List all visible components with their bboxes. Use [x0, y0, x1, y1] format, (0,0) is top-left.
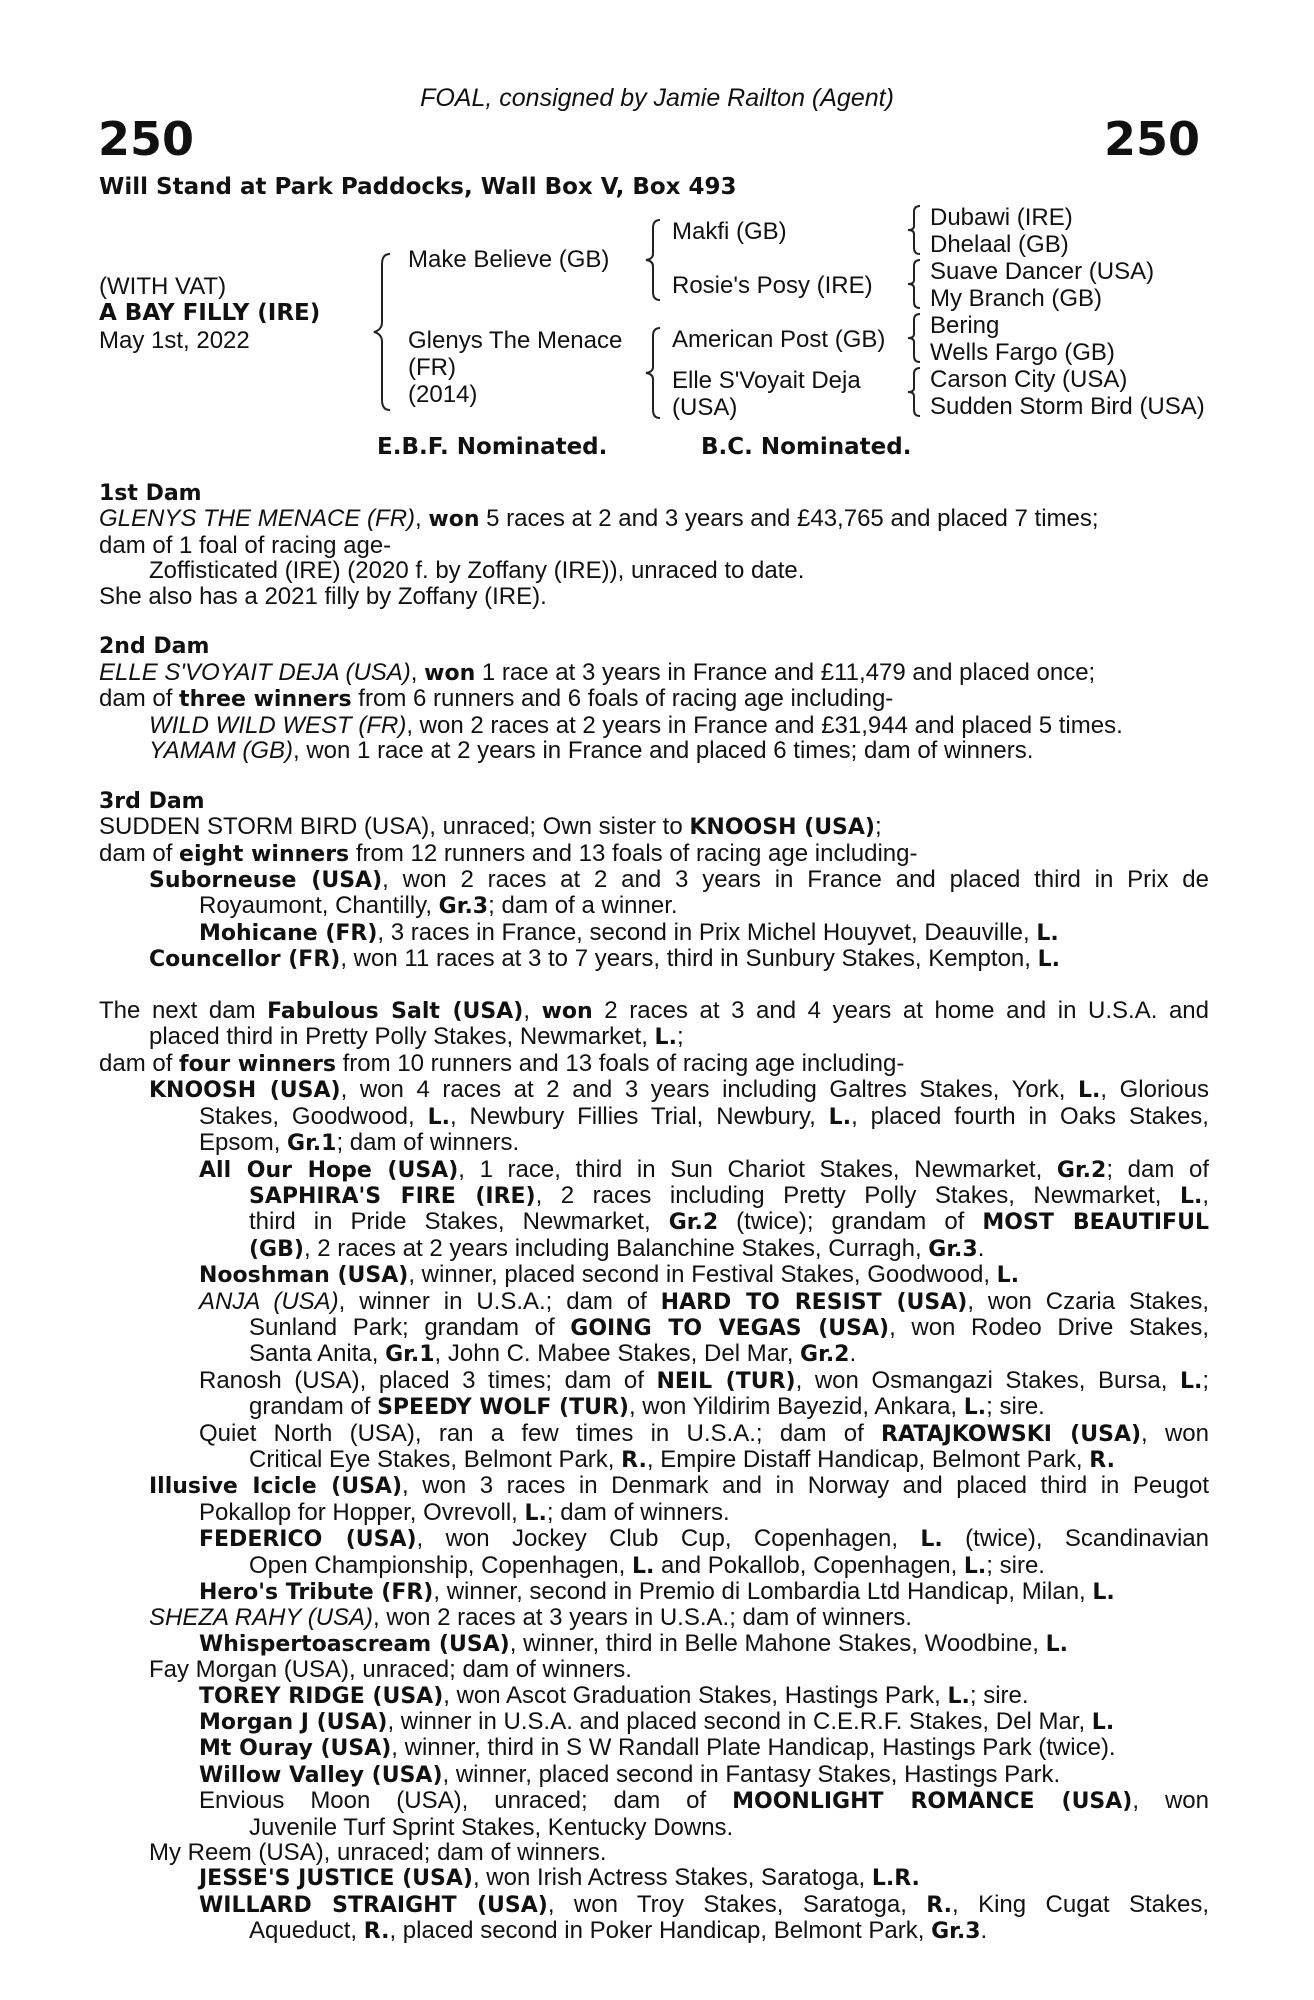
mohicane-line: Mohicane (FR), 3 races in France, second in Prix Michel Houyvet, Deauville, L. [199, 918, 1059, 946]
fay-morgan-line: Fay Morgan (USA), unraced; dam of winners. [149, 1656, 632, 1684]
knoosh-line-1: KNOOSH (USA), won 4 races at 2 and 3 years including Galtres Stakes, York, L., Glorious [149, 1076, 1210, 1104]
nooshman-line: Nooshman (USA), winner, placed second in Festival Stakes, Goodwood, L. [199, 1261, 1020, 1289]
dam-sire: American Post (GB) [672, 326, 886, 353]
gg-6: Wells Fargo (GB) [930, 339, 1115, 366]
anja-line-2: Sunland Park; grandam of GOING TO VEGAS (USA), won Rodeo Drive Stakes, [249, 1313, 1209, 1341]
brace-sire [642, 218, 664, 302]
suborneuse-line-2: Royaumont, Chantilly, Gr.3; dam of a winner. [199, 892, 678, 920]
sire-sire: Makfi (GB) [672, 218, 787, 245]
gg-8: Sudden Storm Bird (USA) [930, 393, 1205, 420]
federico-line-2: Open Championship, Copenhagen, L. and Pokallob, Copenhagen, L.; sire. [249, 1551, 1045, 1579]
second-dam-progeny-1: WILD WILD WEST (FR), won 2 races at 2 years in France and £31,944 and placed 5 times. [149, 711, 1123, 739]
first-dam-line-1: GLENYS THE MENACE (FR), won 5 races at 2 and 3 years and £43,765 and placed 7 times; [99, 505, 1099, 533]
anja-line-3: Santa Anita, Gr.1, John C. Mabee Stakes, Del Mar, Gr.2. [249, 1340, 857, 1368]
gg-5: Bering [930, 312, 1000, 339]
lot-number-right: 250 [1103, 112, 1200, 166]
quiet-north-line-1: Quiet North (USA), ran a few times in U.S.A.; dam of RATAJKOWSKI (USA), won [199, 1419, 1209, 1447]
my-reem-line: My Reem (USA), unraced; dam of winners. [149, 1839, 607, 1867]
brace-g1 [904, 204, 924, 256]
illusive-line-1: Illusive Icicle (USA), won 3 races in Denmark and in Norway and placed third in Peugot [149, 1472, 1209, 1500]
mt-ouray-line: Mt Ouray (USA), winner, third in S W Randall Plate Handicap, Hastings Park (twice). [199, 1734, 1116, 1762]
all-our-hope-line: All Our Hope (USA), 1 race, third in Sun Chariot Stakes, Newmarket, Gr.2; dam of [199, 1155, 1209, 1183]
foaled-date: May 1st, 2022 [99, 327, 250, 354]
first-dam-heading: 1st Dam [99, 481, 202, 506]
second-dam-line-2: dam of three winners from 6 runners and 6 foals of racing age including- [99, 685, 894, 713]
dam-line-3: (2014) [408, 381, 478, 408]
dam-dam-line-1: Elle S'Voyait Deja [672, 367, 861, 394]
dam-dam-line-2: (USA) [672, 394, 738, 421]
ranosh-line-2: grandam of SPEEDY WOLF (TUR), won Yildirim Bayezid, Ankara, L.; sire. [249, 1393, 1045, 1421]
sire: Make Believe (GB) [408, 246, 610, 273]
ebf-nominated: E.B.F. Nominated. [377, 434, 608, 460]
gg-4: My Branch (GB) [930, 285, 1103, 312]
gg-1: Dubawi (IRE) [930, 204, 1073, 231]
catalogue-body [99, 481, 1209, 1945]
saphira-line-3: (GB), 2 races at 2 years including Balanchine Stakes, Curragh, Gr.3. [249, 1234, 985, 1262]
second-dam-progeny-2: YAMAM (GB), won 1 race at 2 years in France and placed 6 times; dam of winners. [149, 737, 1034, 765]
torey-ridge-line: TOREY RIDGE (USA), won Ascot Graduation Stakes, Hastings Park, L.; sire. [199, 1681, 1029, 1709]
second-dam-line-1: ELLE S'VOYAIT DEJA (USA), won 1 race at 3 years in France and £11,479 and placed once; [99, 658, 1096, 686]
illusive-line-2: Pokallop for Hopper, Ovrevoll, L.; dam of winners. [199, 1498, 730, 1526]
sheza-rahy-line: SHEZA RAHY (USA), won 2 races at 3 years in U.S.A.; dam of winners. [149, 1604, 912, 1632]
jesses-justice-line: JESSE'S JUSTICE (USA), won Irish Actress Stakes, Saratoga, L.R. [199, 1864, 920, 1892]
first-dam-foal: Zoffisticated (IRE) (2020 f. by Zoffany (IRE)), unraced to date. [149, 557, 805, 585]
first-dam-line-3: She also has a 2021 filly by Zoffany (IRE). [99, 582, 547, 610]
envious-moon-line-2: Juvenile Turf Sprint Stakes, Kentucky Downs. [249, 1813, 734, 1841]
third-dam-line-2: dam of eight winners from 12 runners and 13 foals of racing age including- [99, 839, 918, 867]
willow-valley-line: Willow Valley (USA), winner, placed second in Fantasy Stakes, Hastings Park. [199, 1760, 1061, 1788]
quiet-north-line-2: Critical Eye Stakes, Belmont Park, R., Empire Distaff Handicap, Belmont Park, R. [249, 1445, 1115, 1473]
ranosh-line-1: Ranosh (USA), placed 3 times; dam of NEIL (TUR), won Osmangazi Stakes, Bursa, L.; [199, 1366, 1209, 1394]
knoosh-line-2: Stakes, Goodwood, L., Newbury Fillies Trial, Newbury, L., placed fourth in Oaks Stakes, [199, 1102, 1209, 1130]
willard-straight-line-1: WILLARD STRAIGHT (USA), won Troy Stakes, Saratoga, R., King Cugat Stakes, [199, 1890, 1209, 1918]
saphira-line-2: third in Pride Stakes, Newmarket, Gr.2 (twice); grandam of MOST BEAUTIFUL [249, 1208, 1209, 1236]
sire-dam: Rosie's Posy (IRE) [672, 272, 873, 299]
third-dam-line-1: SUDDEN STORM BIRD (USA), unraced; Own sister to KNOOSH (USA); [99, 813, 882, 841]
third-dam-heading: 3rd Dam [99, 788, 205, 814]
consigned-by: FOAL, consigned by Jamie Railton (Agent) [420, 84, 894, 112]
dam-line-1: Glenys The Menace [408, 327, 623, 354]
knoosh-line-3: Epsom, Gr.1; dam of winners. [199, 1129, 520, 1157]
brace-g3 [904, 312, 924, 364]
federico-line-1: FEDERICO (USA), won Jockey Club Cup, Copenhagen, L. (twice), Scandinavian [199, 1525, 1209, 1553]
stand-location: Will Stand at Park Paddocks, Wall Box V, Box 493 [99, 174, 737, 200]
vat-label: (WITH VAT) [99, 273, 227, 300]
gg-7: Carson City (USA) [930, 366, 1128, 393]
second-dam-heading: 2nd Dam [99, 634, 210, 660]
lot-name: A BAY FILLY (IRE) [99, 300, 321, 326]
brace-g2 [904, 258, 924, 310]
willard-straight-line-2: Aqueduct, R., placed second in Poker Handicap, Belmont Park, Gr.3. [249, 1917, 988, 1945]
whispertoascream-line: Whispertoascream (USA), winner, third in Belle Mahone Stakes, Woodbine, L. [199, 1629, 1069, 1657]
brace-dam [642, 326, 664, 420]
next-dam-line-1: The next dam Fabulous Salt (USA), won 2 races at 3 and 4 years at home and in U.S.A. and [99, 997, 1209, 1025]
morgan-j-line: Morgan J (USA), winner in U.S.A. and placed second in C.E.R.F. Stakes, Del Mar, L. [199, 1708, 1115, 1736]
gg-2: Dhelaal (GB) [930, 231, 1069, 258]
councellor-line: Councellor (FR), won 11 races at 3 to 7 years, third in Sunbury Stakes, Kempton, L. [149, 945, 1060, 973]
bc-nominated: B.C. Nominated. [701, 434, 912, 460]
lot-number-left: 250 [98, 112, 195, 166]
next-dam-line-3: dam of four winners from 10 runners and 13 foals of racing age including- [99, 1049, 905, 1077]
envious-moon-line-1: Envious Moon (USA), unraced; dam of MOONLIGHT ROMANCE (USA), won [199, 1787, 1209, 1815]
gg-3: Suave Dancer (USA) [930, 258, 1155, 285]
first-dam-line-2: dam of 1 foal of racing age- [99, 531, 392, 559]
saphira-line-1: SAPHIRA'S FIRE (IRE), 2 races including Pretty Polly Stakes, Newmarket, L., [249, 1181, 1209, 1209]
heros-tribute-line: Hero's Tribute (FR), winner, second in Premio di Lombardia Ltd Handicap, Milan, L. [199, 1578, 1115, 1606]
dam-line-2: (FR) [408, 354, 456, 381]
brace-lot [370, 252, 394, 412]
suborneuse-line-1: Suborneuse (USA), won 2 races at 2 and 3 years in France and placed third in Prix de [149, 866, 1209, 894]
brace-g4 [904, 366, 924, 418]
next-dam-line-2: placed third in Pretty Polly Stakes, Newmarket, L.; [149, 1023, 684, 1051]
anja-line-1: ANJA (USA), winner in U.S.A.; dam of HARD TO RESIST (USA), won Czaria Stakes, [199, 1287, 1210, 1315]
